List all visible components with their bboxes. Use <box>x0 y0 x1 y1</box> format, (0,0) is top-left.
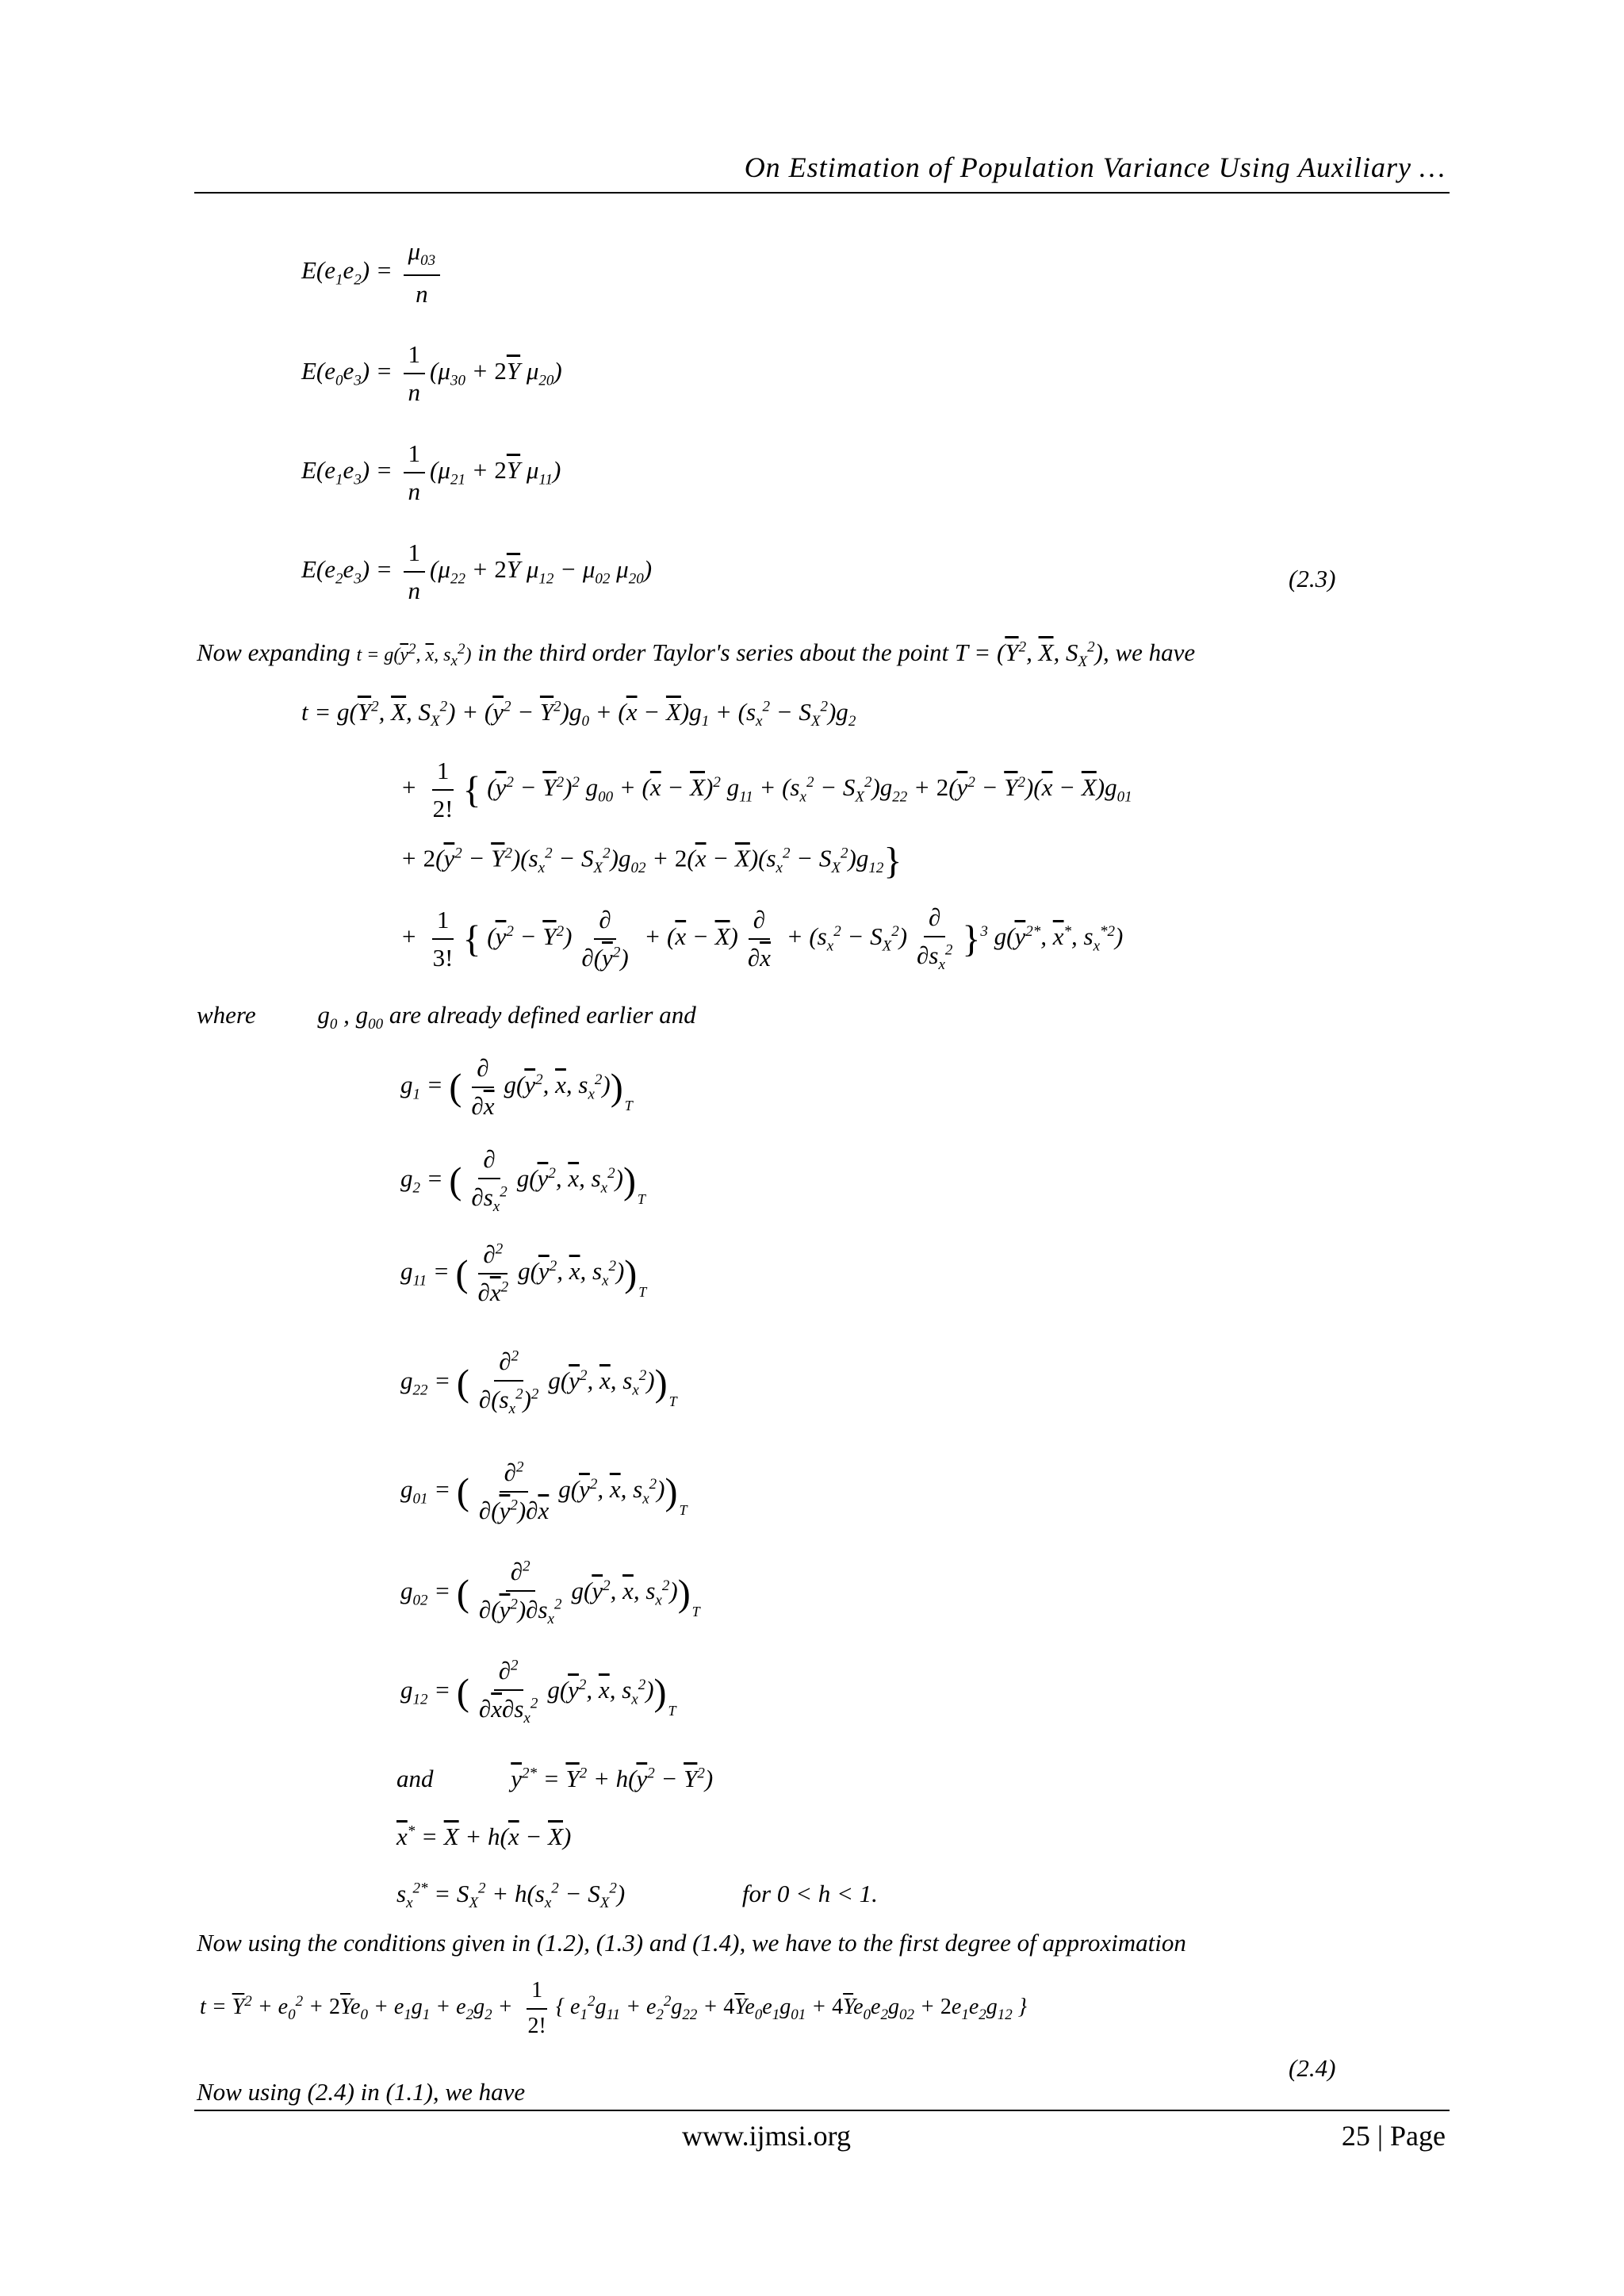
h-condition: for 0 < h < 1. <box>741 1880 878 1907</box>
equation-number-2-4: (2.4) <box>1289 2054 1336 2082</box>
page-number: 25 | Page <box>1341 2120 1446 2152</box>
definition-g01: $g_{01}$ = ( $\frac{\partial^2}{\partial(\overline{y}^2)\partial\overline{x}}$ $g(\overline{y}^2$, $\overline{x}$, $s_x^2$)) $_T$ <box>400 1458 688 1525</box>
expanding-paragraph: Now expanding $t = g(\overline{y}^2$, $\overline{x}$, $s_x^2$) in the third order Taylor's series about the point $T = (\overline{Y}^2$, $\overline{X}$, $S_X^2$), we have <box>197 638 1196 671</box>
taylor-line-3: + $2(\overline{y}^2 - \overline{Y}^2)(s_x^2 - S_X^2)g_{02} + 2(\overline{x} - \overline{X})(s_x^2 - S_X^2)g_{12}$} <box>400 840 902 882</box>
equation-e1e2: $E(e_1e_2)$ = $\frac{\mu_{03}}{n}$ <box>301 238 445 308</box>
equation-number-2-3: (2.3) <box>1289 565 1336 592</box>
equation-e1e3: $E(e_1e_3)$ = $\frac{1}{n}$ ($\mu_{21} + 2\overline{Y}$ $\mu_{11}$) <box>301 439 561 506</box>
expanding-text-mid: in the third order Taylor's series about the point T = <box>477 638 991 666</box>
definition-g22: $g_{22}$ = ( $\frac{\partial^2}{\partial(s_x^2)^2}$ $g(\overline{y}^2$, $\overline{x}$, $s_x^2$)) $_T$ <box>400 1347 677 1418</box>
definition-s-star: $s_x^{2*} = S_X^2 + h(s_x^2 - S_X^2)$ for 0 < h < 1. <box>396 1880 878 1912</box>
definition-g1: $g_1$ = ( $\frac{\partial}{\partial\overline{x}}$ $g(\overline{y}^2$, $\overline{x}$, $s_x^2$)) $_T$ <box>400 1054 633 1121</box>
and-label: and <box>396 1765 434 1792</box>
taylor-line-2: + $\frac{1}{2!}$ { $(\overline{y}^2 - \overline{Y}^2)^2$ $g_{00} + (\overline{x} - \overline{X})^2$ $g_{11} + (s_x^2 - S_X^2)g_{22} + 2(\overline{y}^2 - \overline{Y}^2)(\overline{x} - \overline{X})g_{01}$ <box>400 757 1132 823</box>
definition-g2: $g_2$ = ( $\frac{\partial}{\partial s_x^2}$ $g(\overline{y}^2$, $\overline{x}$, $s_x^2$)) $_T$ <box>400 1145 645 1216</box>
taylor-line-1: $t = g(\overline{Y}^2$, $\overline{X}$, $S_X^2) + (\overline{y}^2 - \overline{Y}^2)g_0 + (\overline{x} - \overline{X})g_1 + (s_x^2 - S_X^2)g_2$ <box>301 698 856 730</box>
definition-g11: $g_{11}$ = ( $\frac{\partial^2}{\partial\overline{x}^2}$ $g(\overline{y}^2$, $\overline{x}$, $s_x^2$)) $_T$ <box>400 1240 647 1307</box>
expanding-text-pre: Now expanding <box>197 638 350 666</box>
definition-x-star: $\overline{x}^* = \overline{X} + h(\overline{x} - \overline{X})$ <box>396 1823 572 1850</box>
where-line: where $g_0$ , $g_{00}$ are already defined earlier and <box>197 1001 696 1033</box>
equation-e2e3: $E(e_2e_3)$ = $\frac{1}{n}$ ($\mu_{22} + 2\overline{Y}$ $\mu_{12} - \mu_{02}$ $\mu_{20}$) <box>301 539 653 605</box>
using-paragraph: Now using (2.4) in (1.1), we have <box>197 2078 526 2106</box>
where-rest: are already defined earlier and <box>389 1001 696 1029</box>
where-label: where <box>197 1001 256 1029</box>
equation-2-4: $t = \overline{Y}^2 + e_0^2 + 2\overline{Y}e_0 + e_1g_1 + e_2g_2$ + $\frac{1}{2!}$ { $e_1^2g_{11} + e_2^2g_{22} + 4\overline{Y}e_0e_1g_{01} + 4\overline{Y}e_0e_2g_{02} + 2e_1e_2g_{12}$ } <box>200 1978 1027 2038</box>
running-header: On Estimation of Population Variance Using Auxiliary … <box>744 151 1446 183</box>
taylor-line-4: + $\frac{1}{3!}$ { $(\overline{y}^2 - \overline{Y}^2)$ $\frac{\partial}{\partial(\overline{y}^2)}$ + $(\overline{x} - \overline{X})$ $\frac{\partial}{\partial\overline{x}}$ + $(s_x^2 - S_X^2)$ $\frac{\partial}{\partial s_x^2}$ }$^3$ $g(\overline{y}^{2*}$, $\overline{x}^*$, $s_x^{*2}$) <box>400 903 1124 974</box>
footer-rule <box>194 2110 1450 2111</box>
footer-url[interactable]: www.ijmsi.org <box>682 2120 852 2152</box>
conditions-paragraph: Now using the conditions given in (1.2), (1.3) and (1.4), we have to the first degree of approximation <box>197 1929 1186 1957</box>
definition-y-star: and $\overline{y}^{2*} = \overline{Y}^2 + h(\overline{y}^2 - \overline{Y}^2)$ <box>396 1765 714 1792</box>
definition-g12: $g_{12}$ = ( $\frac{\partial^2}{\partial\overline{x}\partial s_x^2}$ $g(\overline{y}^2$, $\overline{x}$, $s_x^2$)) $_T$ <box>400 1657 676 1727</box>
definition-g02: $g_{02}$ = ( $\frac{\partial^2}{\partial(\overline{y}^2)\partial s_x^2}$ $g(\overline{y}^2$, $\overline{x}$, $s_x^2$)) $_T$ <box>400 1558 700 1628</box>
equation-e0e3: $E(e_0e_3)$ = $\frac{1}{n}$ ($\mu_{30} + 2\overline{Y}$ $\mu_{20}$) <box>301 340 562 407</box>
expanding-text-post: , we have <box>1102 638 1196 666</box>
header-rule <box>194 192 1450 194</box>
